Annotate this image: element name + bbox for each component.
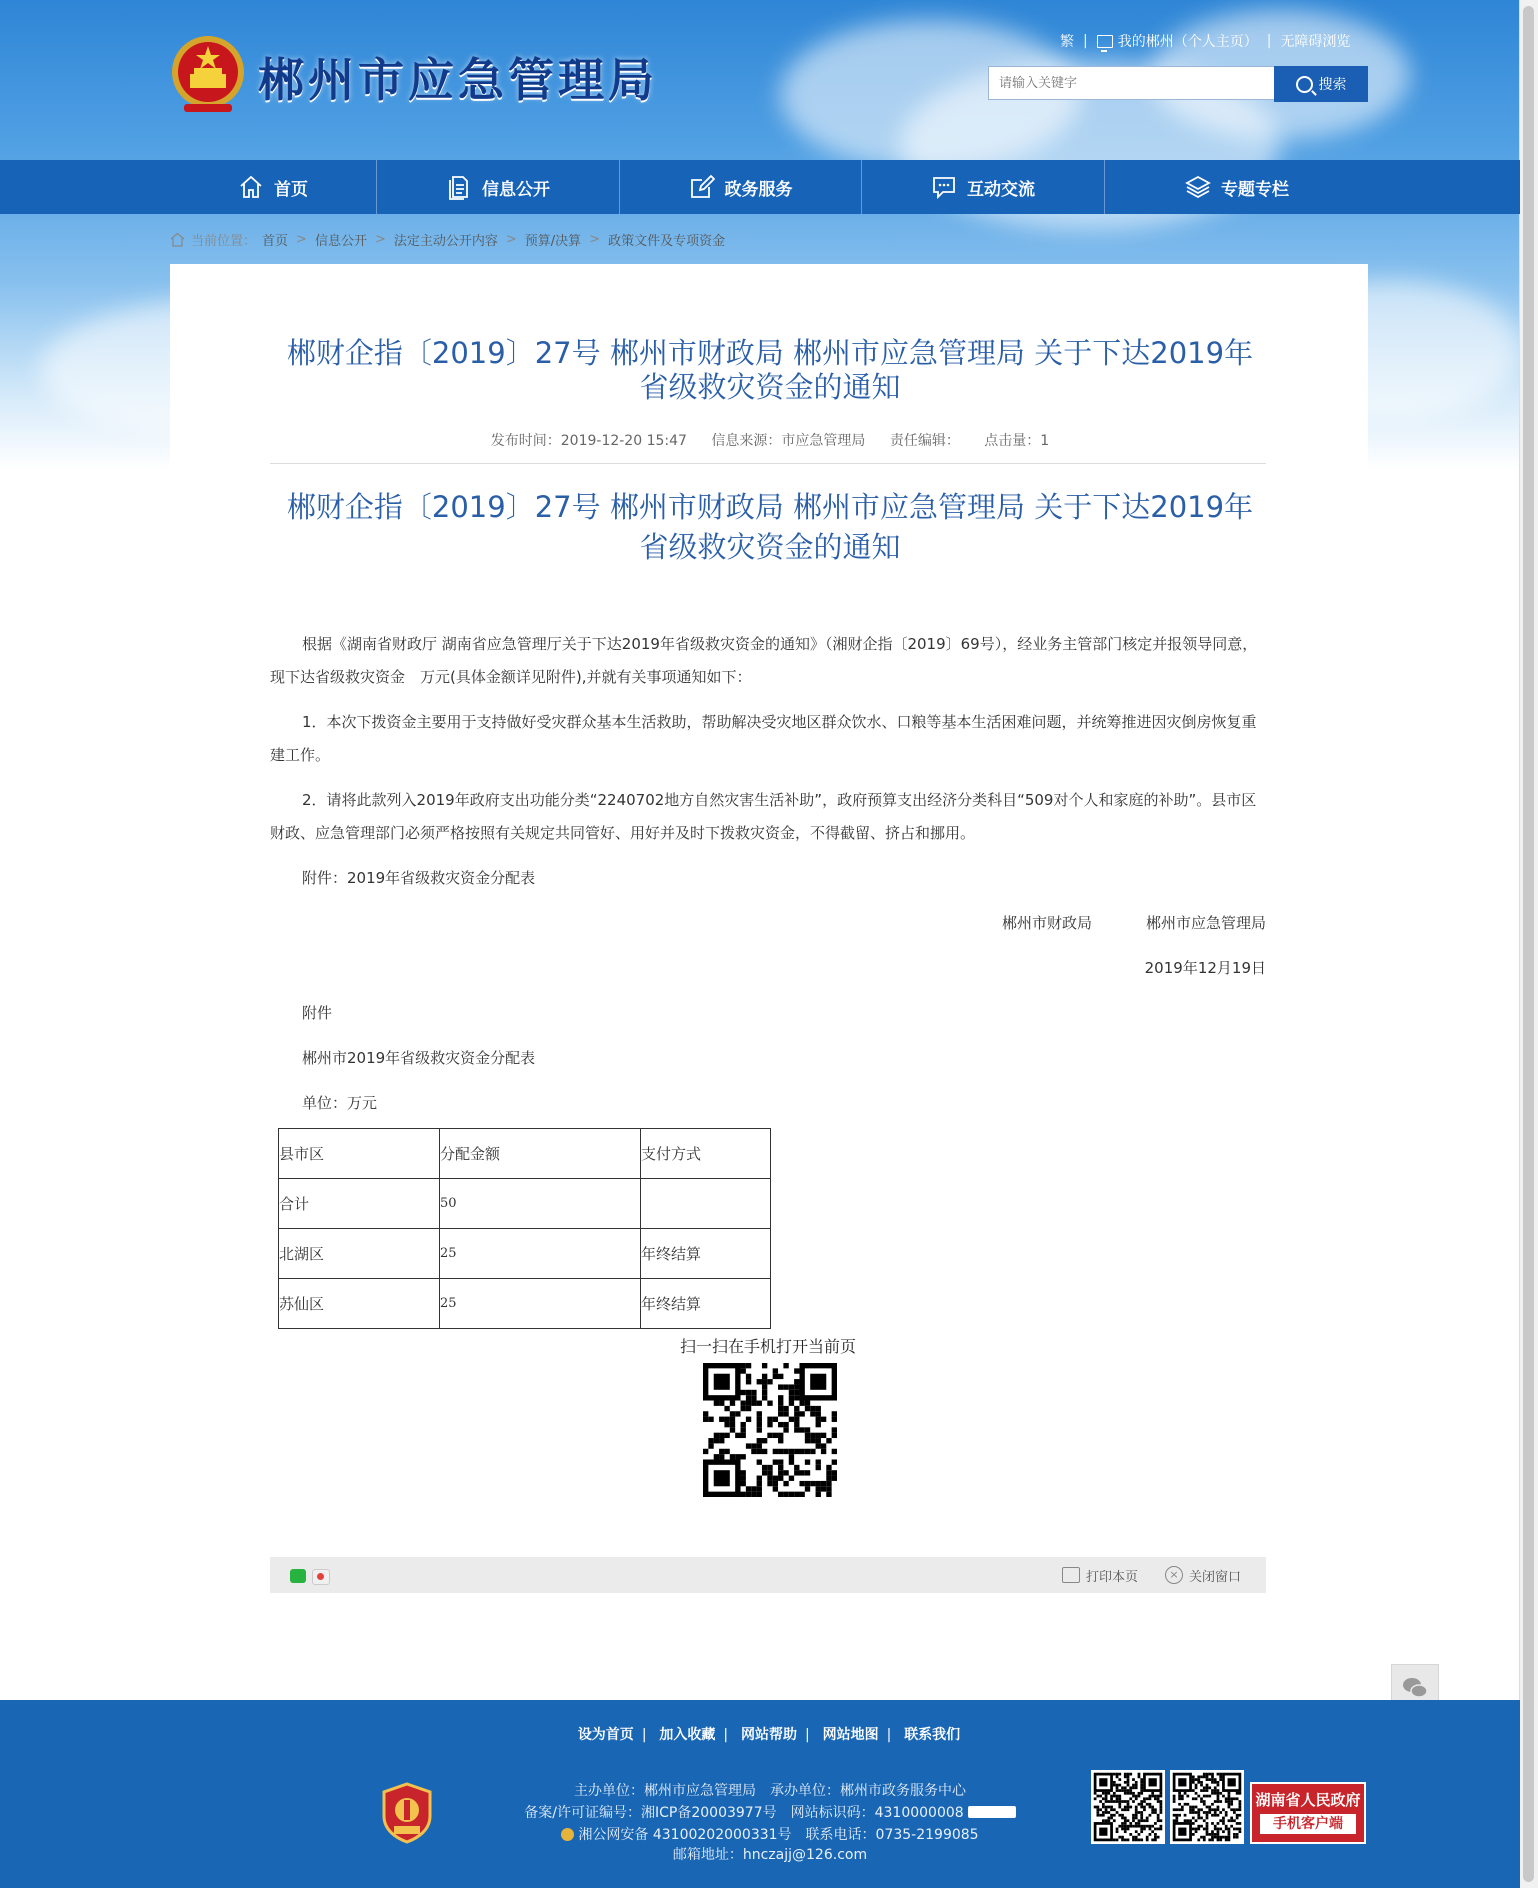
my-city-link[interactable]: 我的郴州（个人主页）	[1117, 34, 1258, 50]
footer-qr-code-1	[1091, 1770, 1165, 1844]
page-qr-code	[703, 1363, 837, 1497]
search-box	[988, 66, 1368, 102]
footer-link-favorite[interactable]: 加入收藏	[659, 1727, 716, 1743]
article-meta	[270, 430, 1270, 450]
search-icon	[1296, 76, 1313, 93]
layers-icon	[1185, 174, 1211, 200]
search-button[interactable]: 搜索	[1274, 66, 1368, 102]
table-row: 北湖区 25 年终结算	[279, 1229, 771, 1279]
editor: 责任编辑：	[889, 433, 960, 449]
allocation-table	[278, 1128, 771, 1329]
vertical-scrollbar[interactable]	[1519, 0, 1538, 1888]
cnr-badge-icon	[968, 1806, 1016, 1818]
paragraph: 根据《湖南省财政厅 湖南省应急管理厅关于下达2019年省级救灾资金的通知》（湘财企指〔2019〕69号），经业务主管部门核定并报领导同意，现下达省级救灾资金 万元(具体金额详见附件),并就有关事项通知如下：	[270, 635, 1258, 686]
nav-item-home[interactable]: 首页	[170, 160, 376, 214]
footer-link-contact[interactable]: 联系我们	[904, 1727, 961, 1743]
party-gov-badge-icon[interactable]	[380, 1782, 434, 1844]
footer-link-sitemap[interactable]: 网站地图	[822, 1727, 879, 1743]
info-source: 信息来源：市应急管理局	[711, 433, 866, 449]
share-bar	[270, 1557, 1266, 1593]
footer-police: 湘公网安备 43100202000331号 联系电话：0735-2199085	[480, 1824, 1060, 1844]
signer-finance: 郴州市财政局	[1001, 914, 1092, 932]
wechat-icon	[1400, 1673, 1430, 1703]
breadcrumb: 当前位置： 首页 > 信息公开 > 法定主动公开内容 > 预算/决算 > 政策文件及专项资金	[170, 230, 725, 249]
signers	[270, 907, 1266, 940]
close-icon: ×	[1165, 1566, 1183, 1584]
article-title: 郴财企指〔2019〕27号 郴州市财政局 郴州市应急管理局 关于下达2019年 省级救灾资金的通知	[286, 336, 1254, 404]
printer-icon	[1062, 1567, 1080, 1583]
home-icon	[170, 232, 185, 247]
footer-link-set-home[interactable]: 设为首页	[577, 1727, 634, 1743]
edit-icon	[689, 174, 715, 200]
table-row: 合计 50	[279, 1179, 771, 1229]
breadcrumb-policy-files[interactable]: 政策文件及专项资金	[608, 234, 726, 249]
wechat-share-icon[interactable]	[290, 1569, 306, 1583]
document-icon	[446, 174, 472, 200]
footer-qr-code-2	[1170, 1770, 1244, 1844]
qr-caption: 扫一扫在手机打开当前页	[680, 1337, 857, 1356]
footer-link-help[interactable]: 网站帮助	[741, 1727, 797, 1743]
chat-icon	[931, 174, 957, 200]
footer-record: 备案/许可证编号：湘ICP备20003977号 网站标识码：4310000008	[480, 1802, 1060, 1822]
table-title: 郴州市2019年省级救灾资金分配表	[302, 1049, 536, 1067]
footer	[0, 1700, 1520, 1888]
nav-item-interaction[interactable]: 互动交流	[862, 160, 1104, 214]
table-header-row: 县市区 分配金额 支付方式	[279, 1129, 771, 1179]
weibo-share-icon[interactable]	[312, 1569, 330, 1585]
computer-icon	[1097, 35, 1113, 48]
paragraph: 1．本次下拨资金主要用于支持做好受灾群众基本生活救助，帮助解决受灾地区群众饮水、口粮等基本生活困难问题，并统筹推进因灾倒房恢复重建工作。	[270, 713, 1257, 764]
police-badge-icon	[561, 1828, 574, 1841]
nav-item-special-topics[interactable]: 专题专栏	[1105, 160, 1369, 214]
breadcrumb-info-public[interactable]: 信息公开	[314, 234, 367, 249]
issue-date: 2019年12月19日	[1144, 959, 1266, 977]
search-input[interactable]	[988, 66, 1280, 100]
article-body-title: 郴财企指〔2019〕27号 郴州市财政局 郴州市应急管理局 关于下达2019年 省级救灾资金的通知	[286, 490, 1254, 564]
click-count: 点击量：1	[984, 433, 1050, 449]
breadcrumb-statutory[interactable]: 法定主动公开内容	[393, 234, 498, 249]
table-row: 苏仙区 25 年终结算	[279, 1279, 771, 1329]
close-window-button[interactable]: × 关闭窗口	[1165, 1557, 1241, 1593]
footer-sponsor: 主办单位：郴州市应急管理局 承办单位：郴州市政务服务中心	[574, 1783, 966, 1799]
publish-time: 发布时间：2019-12-20 15:47	[490, 433, 687, 449]
footer-links: 设为首页 | 加入收藏 | 网站帮助 | 网站地图 | 联系我们	[577, 1727, 961, 1743]
article-body	[270, 628, 1266, 1132]
hunan-gov-app-button[interactable]: 湖南省人民政府 手机客户端	[1250, 1782, 1366, 1844]
breadcrumb-home[interactable]: 首页	[262, 234, 289, 249]
nav-item-info-public[interactable]: 信息公开	[377, 160, 619, 214]
accessible-browse-link[interactable]: 无障碍浏览	[1280, 34, 1351, 50]
paragraph: 2．请将此款列入2019年政府支出功能分类“2240702地方自然灾害生活补助”，政府预算支出经济分类科目“509对个人和家庭的补助”。县市区财政、应急管理部门必须严格按照有关规定共同管好、用好并及时下拨救灾资金，不得截留、挤占和挪用。	[270, 791, 1257, 842]
unit-label: 单位：万元	[302, 1094, 378, 1112]
traditional-chinese-link[interactable]: 繁	[1060, 34, 1074, 50]
article-card	[170, 264, 1368, 1584]
attachment-label: 附件	[302, 1004, 333, 1022]
main-nav	[0, 160, 1520, 214]
attachment-note: 附件：2019年省级救灾资金分配表	[302, 869, 536, 887]
divider	[270, 463, 1266, 464]
print-button[interactable]: 打印本页	[1062, 1557, 1138, 1593]
top-links: 繁 | 我的郴州（个人主页） | 无障碍浏览	[1060, 33, 1351, 50]
footer-email: 邮箱地址：hnczajj@126.com	[672, 1847, 868, 1863]
nav-item-gov-service[interactable]: 政务服务	[620, 160, 861, 214]
site-title: 郴州市应急管理局	[258, 53, 658, 107]
home-icon	[238, 174, 264, 200]
signer-emergency: 郴州市应急管理局	[1145, 914, 1266, 932]
national-emblem-icon	[170, 34, 246, 116]
breadcrumb-budget[interactable]: 预算/决算	[524, 234, 582, 249]
